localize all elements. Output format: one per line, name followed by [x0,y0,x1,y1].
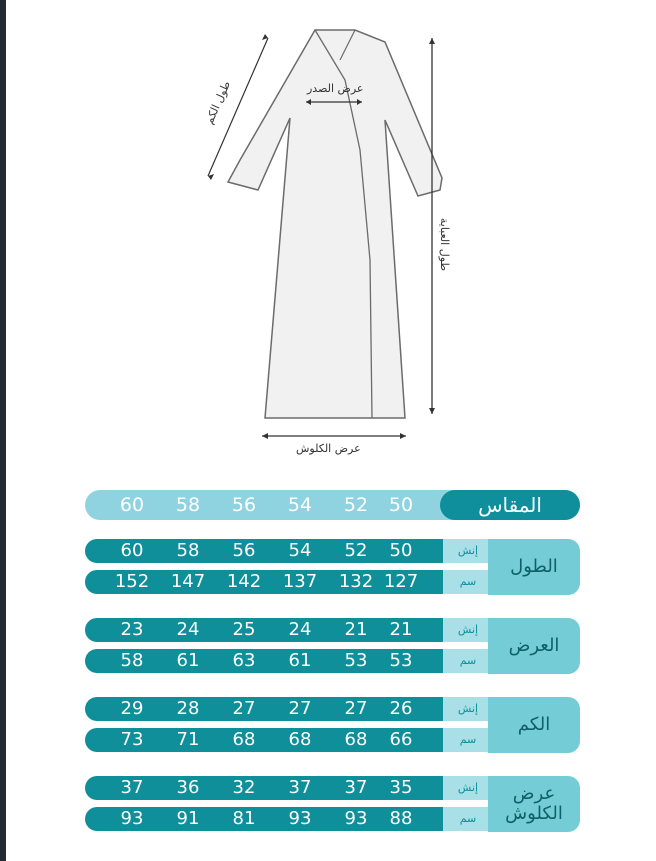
cell: 73 [120,729,144,750]
cell: 142 [226,571,262,592]
cell: 27 [232,698,256,719]
cell: 24 [176,619,200,640]
cell: 27 [344,698,368,719]
size-value: 54 [287,494,313,516]
unit-inch: إنش [443,618,493,642]
cell: 37 [288,777,312,798]
cell: 88 [389,808,413,829]
width-group [85,618,580,674]
length-label: الطول [488,539,580,595]
cell: 23 [120,619,144,640]
cell: 28 [176,698,200,719]
cell: 68 [344,729,368,750]
cell: 61 [288,650,312,671]
length-group [85,539,580,595]
unit-inch: إنش [443,697,493,721]
sleeve-group [85,697,580,753]
hem-width-label: عرض الكلوش [296,442,361,455]
size-value: 52 [343,494,369,516]
unit-cm: سم [443,728,493,752]
hem-inch-row [85,776,490,800]
cell: 32 [232,777,256,798]
cell: 25 [232,619,256,640]
cell: 21 [344,619,368,640]
cell: 50 [389,540,413,561]
cell: 61 [176,650,200,671]
cell: 58 [120,650,144,671]
size-row [85,490,580,520]
cell: 52 [344,540,368,561]
cell: 35 [389,777,413,798]
length-inch-row [85,539,490,563]
unit-inch: إنش [443,776,493,800]
width-inch-row [85,618,490,642]
chest-width-label: عرض الصدر [307,82,364,95]
cell: 81 [232,808,256,829]
cell: 147 [170,571,206,592]
cell: 29 [120,698,144,719]
cell: 127 [383,571,419,592]
abaya-length-label: طول العباية [438,217,452,272]
width-label: العرض [488,618,580,674]
cell: 137 [282,571,318,592]
cell: 93 [288,808,312,829]
hem-width-group [85,776,580,832]
width-cm-row [85,649,490,673]
size-value: 58 [175,494,201,516]
cell: 21 [389,619,413,640]
cell: 68 [288,729,312,750]
cell: 132 [338,571,374,592]
cell: 152 [114,571,150,592]
cell: 26 [389,698,413,719]
cell: 37 [120,777,144,798]
unit-cm: سم [443,570,493,594]
cell: 56 [232,540,256,561]
cell: 91 [176,808,200,829]
sleeve-inch-row [85,697,490,721]
cell: 24 [288,619,312,640]
size-value: 56 [231,494,257,516]
length-cm-row [85,570,490,594]
unit-cm: سم [443,649,493,673]
cell: 58 [176,540,200,561]
cell: 27 [288,698,312,719]
size-value: 60 [119,494,145,516]
hem-width-label-cell: عرض الكلوش [488,776,580,832]
cell: 54 [288,540,312,561]
cell: 93 [120,808,144,829]
sleeve-label: الكم [488,697,580,753]
cell: 71 [176,729,200,750]
unit-inch: إنش [443,539,493,563]
size-title: المقاس [440,490,580,520]
cell: 60 [120,540,144,561]
cell: 37 [344,777,368,798]
cell: 93 [344,808,368,829]
sleeve-length-label: طول الكم [202,78,234,127]
sleeve-cm-row [85,728,490,752]
unit-cm: سم [443,807,493,831]
cell: 36 [176,777,200,798]
size-value: 50 [388,494,414,516]
cell: 53 [389,650,413,671]
cell: 68 [232,729,256,750]
hem-cm-row [85,807,490,831]
cell: 66 [389,729,413,750]
cell: 53 [344,650,368,671]
cell: 63 [232,650,256,671]
